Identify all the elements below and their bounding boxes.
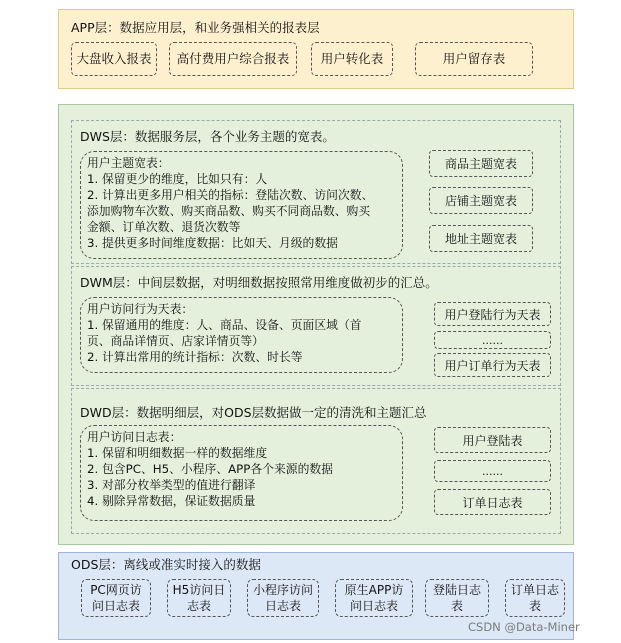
app-item-conversion-table: 用户转化表	[311, 42, 393, 76]
dwm-item-ellipsis: ......	[434, 331, 551, 349]
ods-item-line: 志表	[186, 599, 211, 613]
dwm-item-login-daily: 用户登陆行为天表	[434, 302, 551, 326]
dws-detail-title: 用户主题宽表：	[87, 156, 170, 170]
dwm-layer	[71, 266, 561, 386]
dwd-layer	[71, 388, 561, 534]
dws-item-product-wide-table: 商品主题宽表	[429, 150, 533, 177]
dwd-detail-line: 2. 包含PC、H5、小程序、APP各个来源的数据	[87, 462, 333, 476]
ods-item-line: 登陆日志	[432, 583, 481, 597]
dws-detail-box	[80, 151, 403, 259]
ods-item-order-log	[505, 579, 565, 617]
app-item-high-pay-user-report: 高付费用户综合报表	[169, 42, 297, 76]
dwd-detail-title: 用户访问日志表：	[87, 430, 182, 444]
ods-layer-title: ODS层：离线或准实时接入的数据	[71, 557, 261, 572]
ods-item-login-log	[425, 579, 489, 617]
dwm-detail-box	[80, 297, 403, 373]
ods-item-line: 日志表	[264, 599, 301, 613]
ods-item-line: 表	[450, 599, 463, 613]
dws-item-store-wide-table: 店铺主题宽表	[429, 187, 533, 214]
ods-item-line: H5访问日	[172, 583, 226, 597]
dwd-item-login-table: 用户登陆表	[434, 427, 551, 453]
app-item-retention-table: 用户留存表	[415, 42, 533, 76]
dws-layer-title: DWS层：数据服务层，各个业务主题的宽表。	[80, 129, 335, 144]
dwd-item-order-log-table: 订单日志表	[434, 489, 551, 515]
dwm-detail-line: 2. 计算出常用的统计指标：次数、时长等	[87, 350, 303, 364]
ods-item-line: 小程序访问	[252, 583, 313, 597]
dwd-detail-line: 3. 对部分枚举类型的值进行翻译	[87, 478, 256, 492]
dwm-layer-title: DWM层：中间层数据，对明细数据按照常用维度做初步的汇总。	[80, 275, 438, 290]
dwm-detail-line: 1. 保留通用的维度：人、商品、设备、页面区域（首	[87, 318, 362, 332]
dws-detail-line: 3. 提供更多时间维度数据：比如天、月级的数据	[87, 236, 338, 250]
dwm-detail-line: 页、商品详情页、店家详情页等）	[87, 334, 264, 348]
dw-layer	[58, 104, 574, 545]
dwd-item-ellipsis: ......	[434, 460, 551, 482]
dws-detail-line: 金额、订单次数、退货次数等	[87, 220, 241, 234]
dwm-item-order-daily: 用户订单行为天表	[434, 353, 551, 377]
ods-item-pc-web-log	[81, 579, 151, 617]
app-item-revenue-report: 大盘收入报表	[71, 42, 157, 76]
dwd-detail-box	[80, 425, 403, 521]
app-layer	[58, 9, 574, 89]
dwd-layer-title: DWD层：数据明细层，对ODS层数据做一定的清洗和主题汇总	[80, 405, 427, 420]
dws-detail-line: 2. 计算出更多用户相关的指标：登陆次数、访问次数、	[87, 188, 374, 202]
ods-item-line: 原生APP访	[344, 583, 404, 597]
dws-detail-line: 1. 保留更少的维度，比如只有：人	[87, 172, 268, 186]
ods-item-line: 订单日志	[510, 583, 559, 597]
dws-layer	[71, 120, 561, 264]
dws-detail-line: 添加购物车次数、购买商品数、购买不同商品数、购买	[87, 204, 371, 218]
ods-item-line: 表	[528, 599, 541, 613]
ods-item-line: 问日志表	[349, 599, 398, 613]
dwd-detail-line: 4. 剔除异常数据，保证数据质量	[87, 494, 256, 508]
dws-item-address-wide-table: 地址主题宽表	[429, 225, 533, 252]
dwm-detail-title: 用户访问行为天表：	[87, 302, 194, 316]
dwd-detail-line: 1. 保留和明细数据一样的数据维度	[87, 446, 268, 460]
app-layer-title: APP层：数据应用层，和业务强相关的报表层	[71, 20, 320, 35]
ods-item-line: 问日志表	[91, 599, 140, 613]
ods-item-h5-log	[167, 579, 231, 617]
ods-item-miniprogram-log	[247, 579, 319, 617]
ods-item-native-app-log	[335, 579, 413, 617]
watermark: CSDN @Data-Miner	[468, 620, 580, 634]
ods-item-line: PC网页访	[90, 583, 142, 597]
